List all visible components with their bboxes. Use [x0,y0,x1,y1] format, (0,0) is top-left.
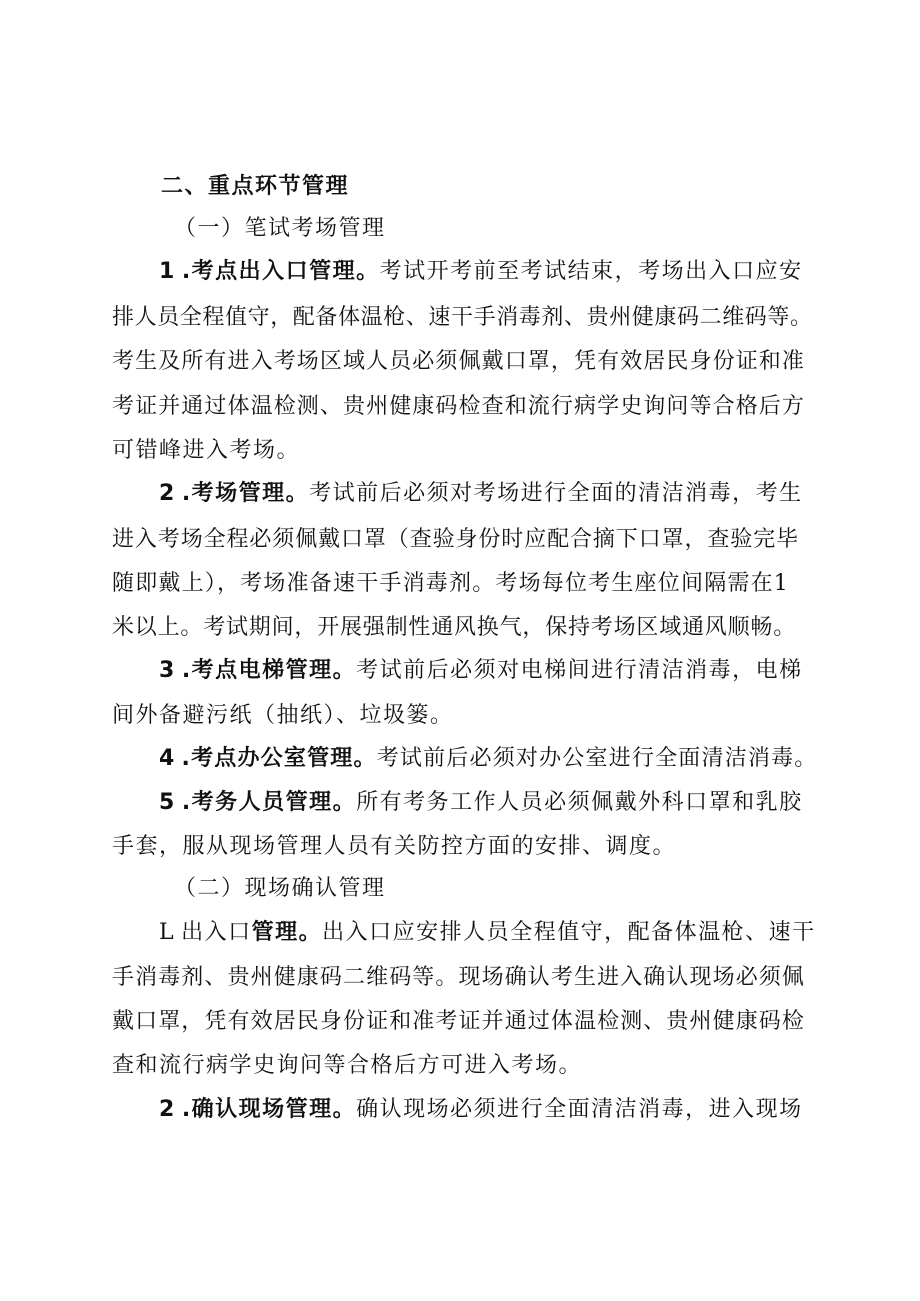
section-heading: 二、重点环节管理 [161,174,350,199]
paragraph-line: 考生及所有进入考场区域人员必须佩戴口罩，凭有效居民身份证和准 [112,349,806,374]
item-title: .考点电梯管理。 [181,658,357,683]
paragraph-line: 进入考场全程必须佩戴口罩（查验身份时应配合摘下口罩，查验完毕 [112,527,800,552]
item-number: 3 [159,658,176,683]
item-text: 确认现场必须进行全面清洁消毒，进入现场 [356,1097,803,1122]
paragraph-line: 查和流行病学史询问等合格后方可进入考场。 [112,1053,583,1078]
item-title: .考点办公室管理。 [181,746,377,771]
paragraph-line: 排人员全程值守，配备体温枪、速干手消毒剂、贵州健康码二维码等。 [112,305,813,330]
item-text: 考试前后必须对考场进行全面的清洁消毒，考生 [309,481,803,506]
paragraph-line: 间外备避污纸（抽纸）、垃圾篓。 [112,703,454,728]
item-title: .确认现场管理。 [181,1097,357,1122]
paragraph-line [159,656,803,686]
subsection-heading-2: （二）现场确认管理 [174,876,386,901]
item-text: 出入口应安排人员全程值守，配备体温枪、速干 [322,920,816,945]
paragraph-line: 戴口罩，凭有效居民身份证和准考证并通过体温检测、贵州健康码检 [112,1009,806,1034]
item-text: 考试前后必须对电梯间进行清洁消毒，电梯 [356,658,803,683]
item-title: .考务人员管理。 [181,790,357,815]
item-number: 1 [159,259,176,284]
paragraph-line: 考证并通过体温检测、贵州健康码检查和流行病学史询问等合格后方 [112,394,806,419]
item-title-plain: 出入口 [181,920,252,945]
paragraph-line: 米以上。考试期间，开展强制性通风换气，保持考场区域通风顺畅。 [112,615,797,640]
paragraph-line [159,1095,803,1125]
item-number: 2 [159,481,176,506]
item-number: 4 [159,746,176,771]
item-title: 管理。 [251,920,323,945]
item-text: 所有考务工作人员必须佩戴外科口罩和乳胶 [356,790,803,815]
paragraph-line: 手消毒剂、贵州健康码二维码等。现场确认考生进入确认现场必须佩 [112,965,806,990]
paragraph-line [159,788,803,818]
paragraph-line [159,918,816,948]
paragraph-line: 手套，服从现场管理人员有关防控方面的安排、调度。 [112,834,677,859]
item-text: 考试开考前至考试结束，考场出入口应安 [379,259,803,284]
item-text: 考试前后必须对办公室进行全面清洁消毒。 [376,746,818,771]
item-number: 5 [159,790,176,815]
item-number: L [159,920,176,945]
item-title: .考点出入口管理。 [181,259,380,284]
paragraph-line [159,257,803,287]
paragraph-line: 随即戴上），考场准备速干手消毒剂。考场每位考生座位间隔需在1 [112,571,789,596]
paragraph-line [159,744,818,774]
paragraph-line [159,479,803,509]
item-title: .考场管理。 [181,481,310,506]
subsection-heading-1: （一）笔试考场管理 [174,216,386,241]
item-number: 2 [159,1097,176,1122]
paragraph-line: 可错峰进入考场。 [112,438,301,463]
